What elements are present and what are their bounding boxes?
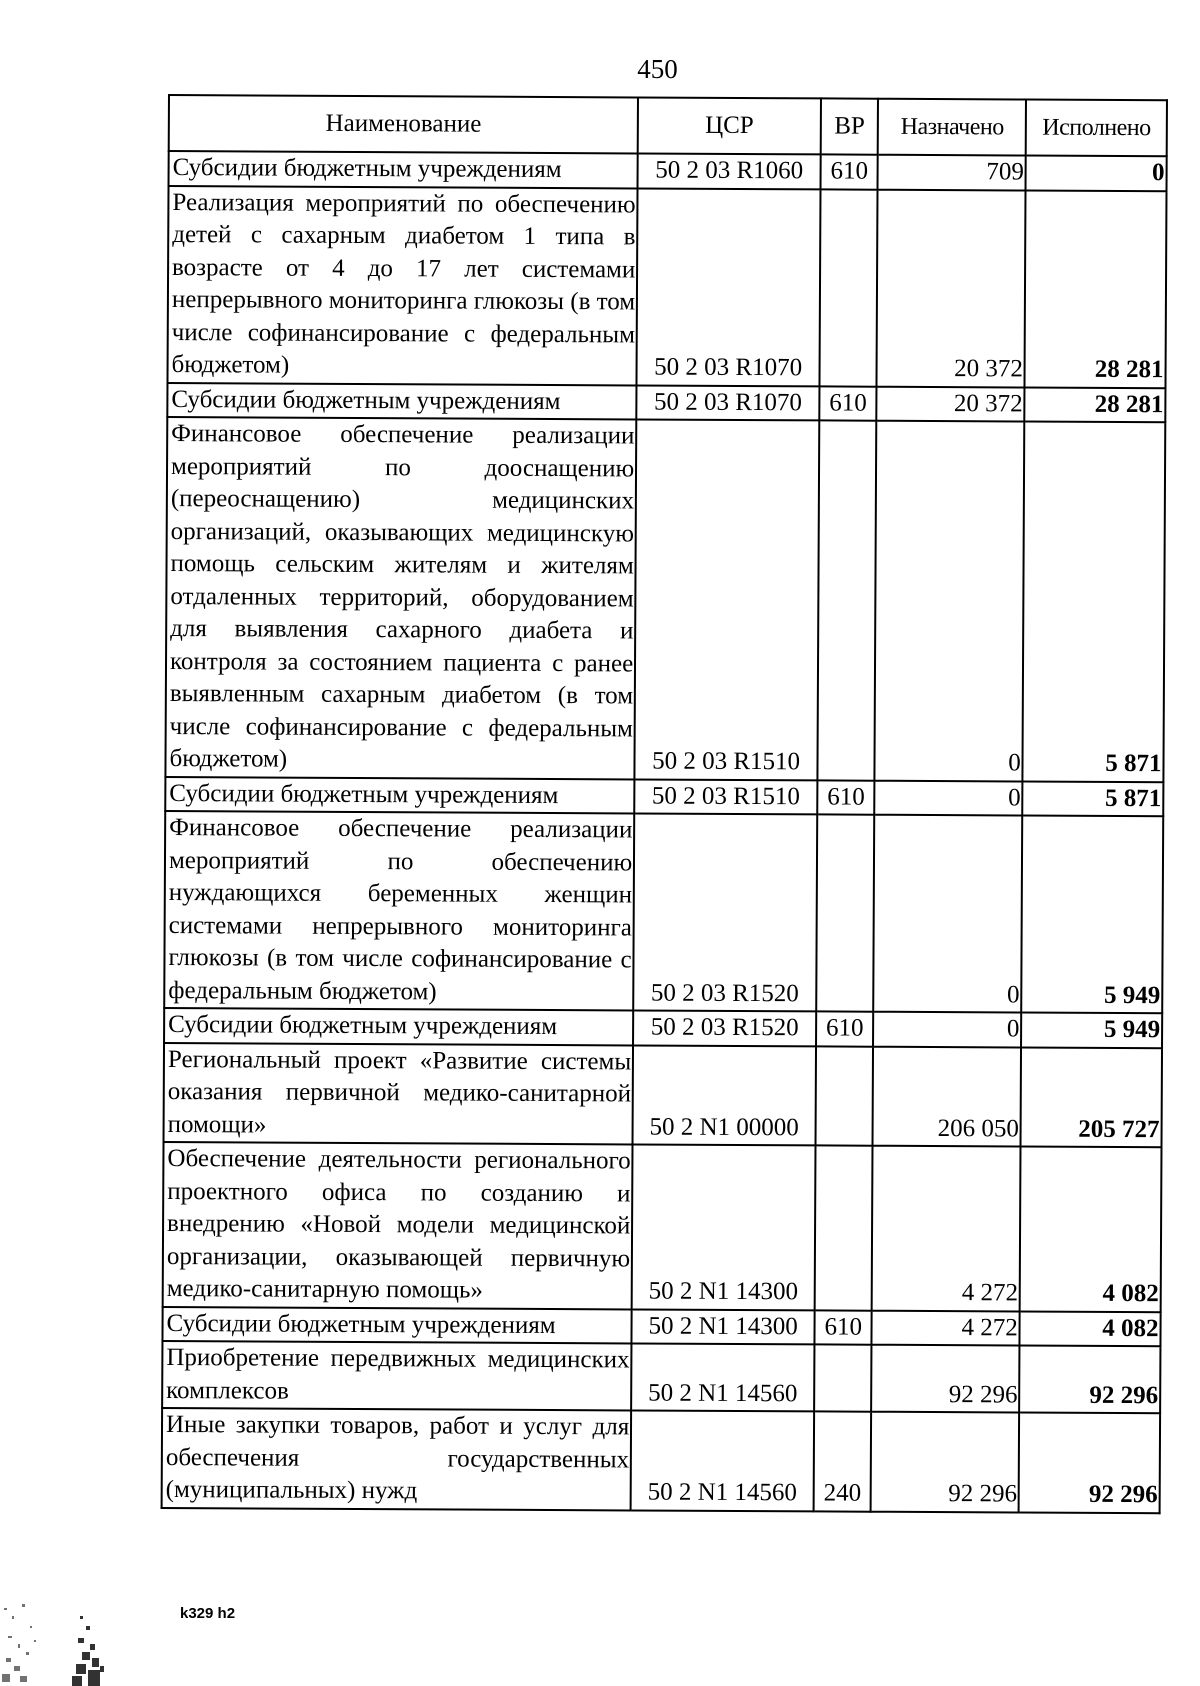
- row-name: Региональный проект «Развитие системы оказания первичной медико-санитарной помощи»: [164, 1042, 634, 1144]
- row-vr: 610: [820, 154, 878, 189]
- row-csr: 50 2 03 R1510: [634, 779, 817, 814]
- table-row: [162, 1306, 1160, 1346]
- row-executed: 92 296: [1019, 1412, 1160, 1512]
- row-name: Субсидии бюджетным учреждениям: [164, 1008, 633, 1045]
- row-csr: 50 2 N1 14560: [631, 1410, 814, 1510]
- row-vr: [815, 1145, 873, 1310]
- row-executed: 4 082: [1020, 1311, 1161, 1346]
- row-csr: 50 2 N1 14560: [631, 1343, 814, 1411]
- header-vr: ВР: [821, 98, 879, 154]
- row-executed: 205 727: [1021, 1047, 1162, 1147]
- row-vr: [817, 420, 876, 780]
- row-assigned: 20 372: [877, 189, 1026, 387]
- row-vr: 240: [814, 1411, 872, 1511]
- table-row: [169, 151, 1167, 191]
- table-row: [163, 1142, 1162, 1312]
- table-header-row: [169, 95, 1167, 156]
- table-row: [164, 811, 1163, 1013]
- row-assigned: 0: [873, 1012, 1021, 1047]
- row-name: Реализация мероприятий по обеспечению детей с сахарным диабетом 1 типа в возрасте от 4 до 17 лет системами непрерывного мониторинга глюкозы (в том числе софинансирование с федеральным бюджетом): [167, 186, 637, 385]
- row-executed: 28 281: [1025, 190, 1167, 388]
- budget-table: [161, 94, 1168, 1514]
- row-name: Субсидии бюджетным учреждениям: [169, 151, 638, 188]
- row-csr: 50 2 N1 14300: [632, 1144, 816, 1309]
- row-assigned: 20 372: [877, 386, 1025, 421]
- row-assigned: 0: [874, 815, 1023, 1013]
- row-executed: 5 949: [1021, 815, 1163, 1013]
- row-executed: 0: [1026, 155, 1167, 190]
- row-csr: 50 2 N1 00000: [633, 1045, 816, 1145]
- row-vr: [815, 1046, 873, 1146]
- header-name: Наименование: [169, 95, 639, 153]
- row-assigned: 206 050: [873, 1046, 1021, 1146]
- row-name: Иные закупки товаров, работ и услуг для обеспечения государственных (муниципальных) нужд: [162, 1408, 632, 1510]
- row-csr: 50 2 N1 14300: [632, 1309, 815, 1344]
- row-csr: 50 2 03 R1070: [637, 188, 821, 386]
- header-executed: Исполнено: [1026, 99, 1167, 156]
- row-csr: 50 2 03 R1520: [633, 813, 817, 1011]
- table-row: [167, 186, 1166, 388]
- table-row: [162, 1408, 1161, 1513]
- table-row: [167, 383, 1165, 423]
- table-row: [164, 1042, 1163, 1147]
- table-row: [162, 1341, 1160, 1413]
- row-assigned: 4 272: [872, 1146, 1021, 1311]
- page-number: 450: [637, 54, 678, 84]
- row-assigned: 0: [875, 780, 1023, 815]
- row-assigned: 92 296: [872, 1345, 1020, 1413]
- row-assigned: 0: [875, 421, 1025, 781]
- row-csr: 50 2 03 R1060: [638, 153, 821, 188]
- row-csr: 50 2 03 R1070: [637, 385, 820, 420]
- table-row: [165, 776, 1163, 816]
- row-assigned: 4 272: [872, 1310, 1020, 1345]
- row-name: Финансовое обеспечение реализации мероприятий по обеспечению нуждающихся беременных женщин системами непрерывного мониторинга глюкозы (в том числе софинансирование с федеральным бюджетом): [164, 811, 634, 1010]
- row-name: Субсидии бюджетным учреждениям: [165, 776, 634, 813]
- row-assigned: 709: [878, 155, 1026, 190]
- scan-noise-artifact: [0, 1596, 110, 1686]
- header-csr: ЦСР: [638, 97, 821, 154]
- row-name: Финансовое обеспечение реализации мероприятий по дооснащению (переоснащению) медицинских организаций, оказывающих медицинскую помощь сельским жителям и жителям отдаленных территорий, оборудованием для выявления сахарного диабета и контроля за состоянием пациента с ранее выявленным сахарным диабетом (в том числе софинансирование с федеральным бюджетом): [165, 417, 636, 779]
- row-executed: 28 281: [1025, 387, 1166, 422]
- row-vr: 610: [817, 780, 875, 815]
- row-name: Обеспечение деятельности регионального проектного офиса по созданию и внедрению «Новой модели медицинской организации, оказывающей первичную медико-санитарную помощь»: [163, 1142, 633, 1309]
- table-row: [164, 1008, 1162, 1048]
- row-vr: [819, 189, 878, 386]
- table-row: [165, 417, 1165, 782]
- footer-code: k329 h2: [180, 1605, 236, 1622]
- row-name: Приобретение передвижных медицинских комплексов: [162, 1341, 632, 1410]
- row-executed: 5 871: [1023, 421, 1166, 781]
- row-vr: [814, 1344, 872, 1411]
- row-vr: 610: [816, 1011, 874, 1046]
- row-vr: [816, 814, 875, 1011]
- row-executed: 92 296: [1019, 1345, 1160, 1413]
- row-name: Субсидии бюджетным учреждениям: [162, 1306, 631, 1343]
- row-csr: 50 2 03 R1510: [635, 419, 820, 779]
- row-name: Субсидии бюджетным учреждениям: [167, 383, 636, 420]
- row-vr: 610: [819, 386, 877, 421]
- header-assigned: Назначено: [878, 99, 1026, 156]
- row-executed: 5 871: [1023, 781, 1164, 816]
- row-assigned: 92 296: [871, 1412, 1019, 1512]
- row-vr: 610: [814, 1310, 872, 1345]
- row-executed: 5 949: [1021, 1012, 1162, 1047]
- row-csr: 50 2 03 R1520: [633, 1010, 816, 1045]
- row-executed: 4 082: [1020, 1146, 1162, 1311]
